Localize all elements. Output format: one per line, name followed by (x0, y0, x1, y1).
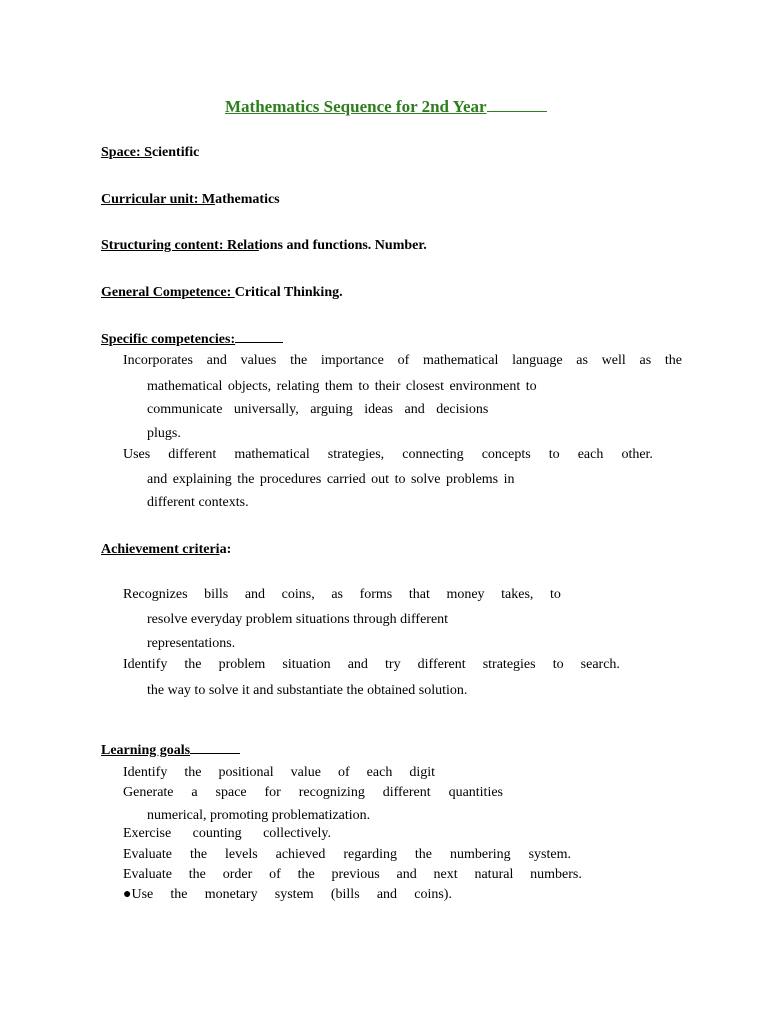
goal-2-line-2: numerical, promoting problematization. (147, 808, 371, 823)
criterion-1-line-2: resolve everyday problem situations through different (147, 612, 449, 627)
word: bills (204, 587, 229, 602)
document-title-text: Mathematics Sequence for 2nd Year (225, 97, 487, 116)
word: Evaluate (123, 867, 172, 882)
word: well (601, 353, 626, 368)
word: recognizing (298, 785, 365, 800)
learning-goals-heading (101, 744, 240, 758)
word: value (290, 765, 321, 780)
word: and (244, 587, 266, 602)
word: coins). (414, 887, 452, 902)
competency-1-line-2: mathematical objects, relating them to their closest environment to (147, 379, 537, 394)
word: quantities (448, 785, 503, 800)
structuring-content-value: ions and functions. Number. (258, 238, 427, 253)
specific-heading-blank-line (235, 341, 283, 343)
word: the (297, 867, 315, 882)
specific-competencies-heading (101, 333, 283, 347)
word: strategies (482, 657, 536, 672)
word: situation (282, 657, 331, 672)
competency-1-line-4: plugs. (147, 426, 181, 441)
word: the (184, 657, 202, 672)
curricular-unit-line (101, 193, 280, 207)
competency-2-line-2: and explaining the procedures carried out to solve problems in (147, 472, 515, 487)
word: counting (192, 826, 242, 841)
word: Identify (123, 765, 168, 780)
word: coins, (281, 587, 315, 602)
word: ●Use (123, 887, 154, 902)
word: each (366, 765, 393, 780)
word: to (550, 587, 561, 602)
word: Exercise (123, 826, 172, 841)
word: the (188, 867, 206, 882)
word: strategies, (327, 447, 385, 462)
curricular-unit-label: Curricular unit: M (101, 192, 216, 207)
space-line (101, 146, 199, 160)
word: as (639, 353, 652, 368)
word: each (577, 447, 604, 462)
word: different (417, 657, 466, 672)
word: order (222, 867, 253, 882)
word: language (512, 353, 563, 368)
word: the (290, 353, 308, 368)
word: Incorporates (123, 353, 193, 368)
word: forms (359, 587, 393, 602)
learning-goals-blank-line (190, 752, 240, 754)
word: other. (621, 447, 653, 462)
word: a (191, 785, 198, 800)
word: Identify (123, 657, 168, 672)
word: problem (218, 657, 266, 672)
word: to (552, 657, 564, 672)
specific-competencies-label: Specific competencies: (101, 332, 236, 347)
learning-goals-label: Learning goals (101, 743, 191, 758)
word: mathematical (422, 353, 499, 368)
competency-1-line-3: communicate universally, arguing ideas and decisions (147, 402, 489, 417)
document-title (225, 98, 547, 115)
word: search. (580, 657, 620, 672)
word: the (170, 887, 188, 902)
word: and (396, 867, 417, 882)
space-label: Space: S (101, 145, 152, 160)
word: takes, (501, 587, 534, 602)
word: as (576, 353, 588, 368)
competency-2-line-1 (123, 448, 653, 462)
word: different (382, 785, 431, 800)
word: Evaluate (123, 847, 172, 862)
word: previous (331, 867, 380, 882)
word: as (331, 587, 343, 602)
word: achieved (275, 847, 326, 862)
word: collectively. (263, 826, 331, 841)
word: natural (474, 867, 514, 882)
general-competence-line (101, 286, 343, 300)
word: the (664, 353, 682, 368)
word: and (376, 887, 398, 902)
word: that (408, 587, 430, 602)
word: levels (225, 847, 258, 862)
achievement-criteria-heading (101, 543, 231, 557)
title-blank-line (487, 110, 547, 112)
word: of (338, 765, 350, 780)
word: values (240, 353, 277, 368)
competency-1-line-1 (123, 354, 682, 368)
word: to (548, 447, 560, 462)
criterion-1-line-3: representations. (147, 636, 236, 651)
curricular-unit-value: athematics (215, 192, 280, 207)
word: different (168, 447, 217, 462)
word: numbers. (530, 867, 582, 882)
space-value: cientific (151, 145, 200, 160)
word: Uses (123, 447, 151, 462)
word: of (397, 353, 410, 368)
criterion-1-line-1 (123, 588, 561, 602)
achievement-criteria-suffix: a: (219, 542, 232, 557)
word: monetary (204, 887, 258, 902)
word: importance (320, 353, 384, 368)
word: Recognizes (123, 587, 188, 602)
structuring-content-label: Structuring content: Relat (101, 238, 259, 253)
goal-4 (123, 848, 571, 862)
goal-2-line-1 (123, 786, 503, 800)
criterion-2-line-2: the way to solve it and substantiate the obtained solution. (147, 683, 468, 698)
word: the (189, 847, 208, 862)
word: digit (409, 765, 435, 780)
word: next (433, 867, 458, 882)
word: money (446, 587, 485, 602)
general-competence-label: General Competence: (101, 285, 235, 300)
structuring-content-line (101, 239, 427, 253)
word: connecting (402, 447, 464, 462)
word: (bills (330, 887, 360, 902)
word: Generate (123, 785, 174, 800)
goal-6 (123, 888, 452, 902)
goal-1 (123, 766, 435, 780)
word: and (347, 657, 368, 672)
word: system (274, 887, 314, 902)
word: and (206, 353, 227, 368)
word: positional (218, 765, 274, 780)
word: try (385, 657, 401, 672)
word: space (215, 785, 247, 800)
word: numbering (449, 847, 511, 862)
word: system. (528, 847, 571, 862)
criterion-2-line-1 (123, 658, 620, 672)
general-competence-value: Critical Thinking. (234, 285, 343, 300)
word: the (184, 765, 202, 780)
competency-2-line-3: different contexts. (147, 495, 249, 510)
word: concepts (481, 447, 531, 462)
word: the (414, 847, 433, 862)
achievement-criteria-label: Achievement criteri (101, 542, 220, 557)
word: of (269, 867, 281, 882)
goal-3 (123, 827, 331, 841)
word: for (264, 785, 281, 800)
word: regarding (343, 847, 397, 862)
goal-5 (123, 868, 582, 882)
word: mathematical (234, 447, 310, 462)
